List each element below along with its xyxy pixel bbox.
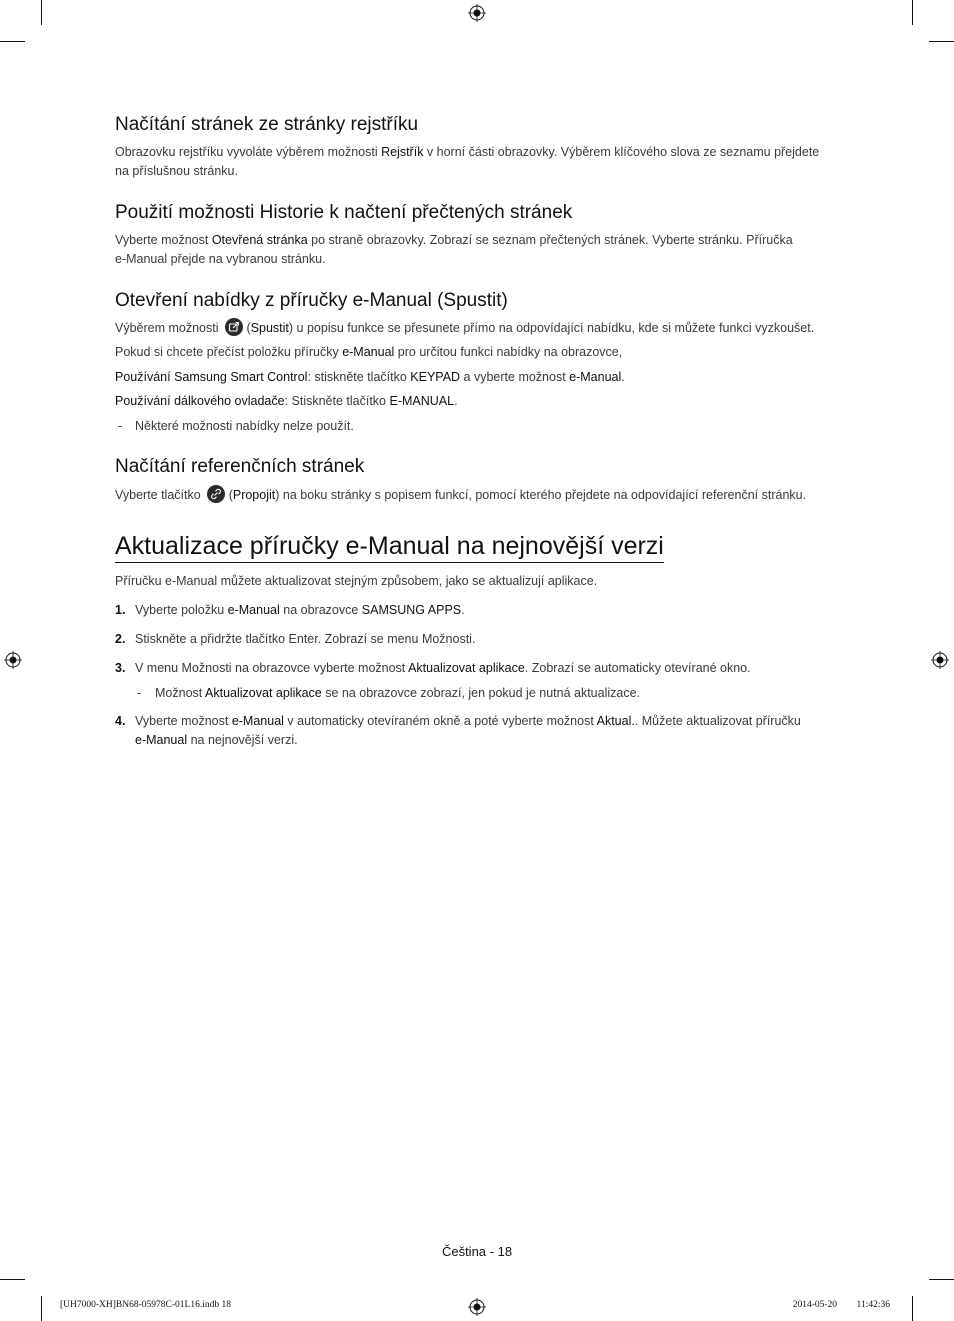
section-text-launch-line4: [115, 392, 840, 411]
section-text-launch-line3: [115, 368, 840, 387]
term-keypad: KEYPAD: [410, 370, 461, 384]
sub-note-dash: -: [137, 686, 142, 700]
text: . Zobrazí se automaticky otevírané okno.: [524, 661, 751, 675]
note-text: Některé možnosti nabídky nelze použít.: [135, 419, 354, 433]
step-text: [135, 659, 840, 678]
text: : stiskněte tlačítko: [307, 370, 411, 384]
registration-mark-icon: [4, 651, 22, 669]
text: pro určitou funkci nabídky na obrazovce,: [394, 345, 623, 359]
sub-note-text: [155, 684, 840, 703]
text: na příslušnou stránku.: [115, 164, 238, 178]
registration-mark-icon: [468, 1298, 486, 1316]
link-icon: [207, 485, 225, 503]
note-dash: -: [118, 419, 123, 433]
section-heading-index: Načítání stránek ze stránky rejstříku: [115, 114, 419, 135]
term-rejstrik: Rejstřík: [381, 145, 424, 159]
print-slug-left: [UH7000-XH]BN68-05978C-01L16.indb 18: [60, 1300, 231, 1310]
text: ) na boku stránky s popisem funkcí, pomocí kterého přejdete na odpovídající referenční stránku.: [275, 488, 807, 502]
crop-mark: [929, 41, 954, 42]
step-number: 2.: [115, 632, 126, 646]
step-text: [135, 601, 840, 620]
term-spustit: Spustit: [250, 321, 289, 335]
crop-mark: [912, 0, 913, 25]
term-aktualizovat-aplikace: Aktualizovat aplikace: [408, 661, 525, 675]
print-slug-right: 2014-05-20 ￿￿ 11:42:36: [792, 1300, 890, 1310]
launch-icon: [225, 318, 243, 336]
term-aktualizovat-aplikace: Aktualizovat aplikace: [205, 686, 322, 700]
text: .: [621, 370, 625, 384]
term-e-manual: e-Manual: [135, 733, 188, 747]
registration-mark-icon: [931, 651, 949, 669]
text: .: [454, 394, 458, 408]
main-title: Aktualizace příručky e-Manual na nejnovější verzi: [115, 532, 664, 563]
main-intro: Příručku e-Manual můžete aktualizovat stejným způsobem, jako se aktualizují aplikace.: [115, 574, 598, 588]
section-text-history: [115, 231, 840, 269]
text: . Můžete aktualizovat příručku: [634, 714, 801, 728]
term-remote: Používání dálkového ovladače: [115, 394, 285, 408]
text: (: [246, 321, 251, 335]
term-e-manual-button: E-MANUAL: [389, 394, 455, 408]
section-heading-history: Použití možnosti Historie k načtení přečtených stránek: [115, 202, 573, 223]
term-e-manual: e-Manual: [569, 370, 622, 384]
text: : Stiskněte tlačítko: [284, 394, 390, 408]
text: (: [228, 488, 233, 502]
text: Vyberte položku: [135, 603, 228, 617]
text: Možnost: [155, 686, 206, 700]
crop-mark: [0, 1279, 25, 1280]
term-aktual: Aktual.: [596, 714, 635, 728]
crop-mark: [41, 0, 42, 25]
step-text: [135, 712, 840, 750]
crop-mark: [912, 1296, 913, 1321]
term-smart-control: Používání Samsung Smart Control: [115, 370, 308, 384]
text: Pokud si chcete přečíst položku příručky: [115, 345, 343, 359]
text: v automaticky otevíraném okně a poté vyberte možnost: [283, 714, 597, 728]
section-text-index: [115, 143, 840, 181]
text: Vyberte tlačítko: [115, 488, 201, 502]
step-number: 4.: [115, 714, 126, 728]
text: na nejnovější verzi.: [187, 733, 298, 747]
section-text-launch-line2: [115, 343, 840, 362]
text: v horní části obrazovky. Výběrem klíčového slova ze seznamu přejdete: [423, 145, 820, 159]
section-text-launch-line1: [115, 318, 840, 338]
text: na obrazovce: [279, 603, 362, 617]
text: po straně obrazovky. Zobrazí se seznam přečtených stránek. Vyberte stránku. Příručka: [307, 233, 793, 247]
text: Obrazovku rejstříku vyvoláte výběrem možnosti: [115, 145, 382, 159]
step-number: 3.: [115, 661, 126, 675]
text: e-Manual přejde na vybranou stránku.: [115, 252, 326, 266]
term-e-manual: e-Manual: [227, 603, 280, 617]
text: .: [461, 603, 465, 617]
step-text: Stiskněte a přidržte tlačítko Enter. Zobrazí se menu Možnosti.: [135, 632, 476, 646]
section-heading-launch: Otevření nabídky z příručky e-Manual (Spustit): [115, 290, 508, 311]
section-text-reference: [115, 485, 840, 505]
term-otevrena-stranka: Otevřená stránka: [211, 233, 308, 247]
term-samsung-apps: SAMSUNG APPS: [361, 603, 462, 617]
text: V menu Možnosti na obrazovce vyberte možnost: [135, 661, 409, 675]
registration-mark-icon: [468, 4, 486, 22]
text: Výběrem možnosti: [115, 321, 219, 335]
term-propojit: Propojit: [232, 488, 276, 502]
text: Vyberte možnost: [135, 714, 232, 728]
section-heading-reference: Načítání referenčních stránek: [115, 456, 365, 477]
page-number: Čeština - 18: [441, 1244, 513, 1259]
crop-mark: [41, 1296, 42, 1321]
step-number: 1.: [115, 603, 126, 617]
term-e-manual: e-Manual: [342, 345, 395, 359]
text: ) u popisu funkce se přesunete přímo na odpovídající nabídku, kde si můžete funkci vyzkoušet.: [288, 321, 815, 335]
text: Vyberte možnost: [115, 233, 212, 247]
crop-mark: [0, 41, 25, 42]
text: se na obrazovce zobrazí, jen pokud je nutná aktualizace.: [321, 686, 641, 700]
crop-mark: [929, 1279, 954, 1280]
term-e-manual: e-Manual: [231, 714, 284, 728]
text: a vyberte možnost: [460, 370, 570, 384]
